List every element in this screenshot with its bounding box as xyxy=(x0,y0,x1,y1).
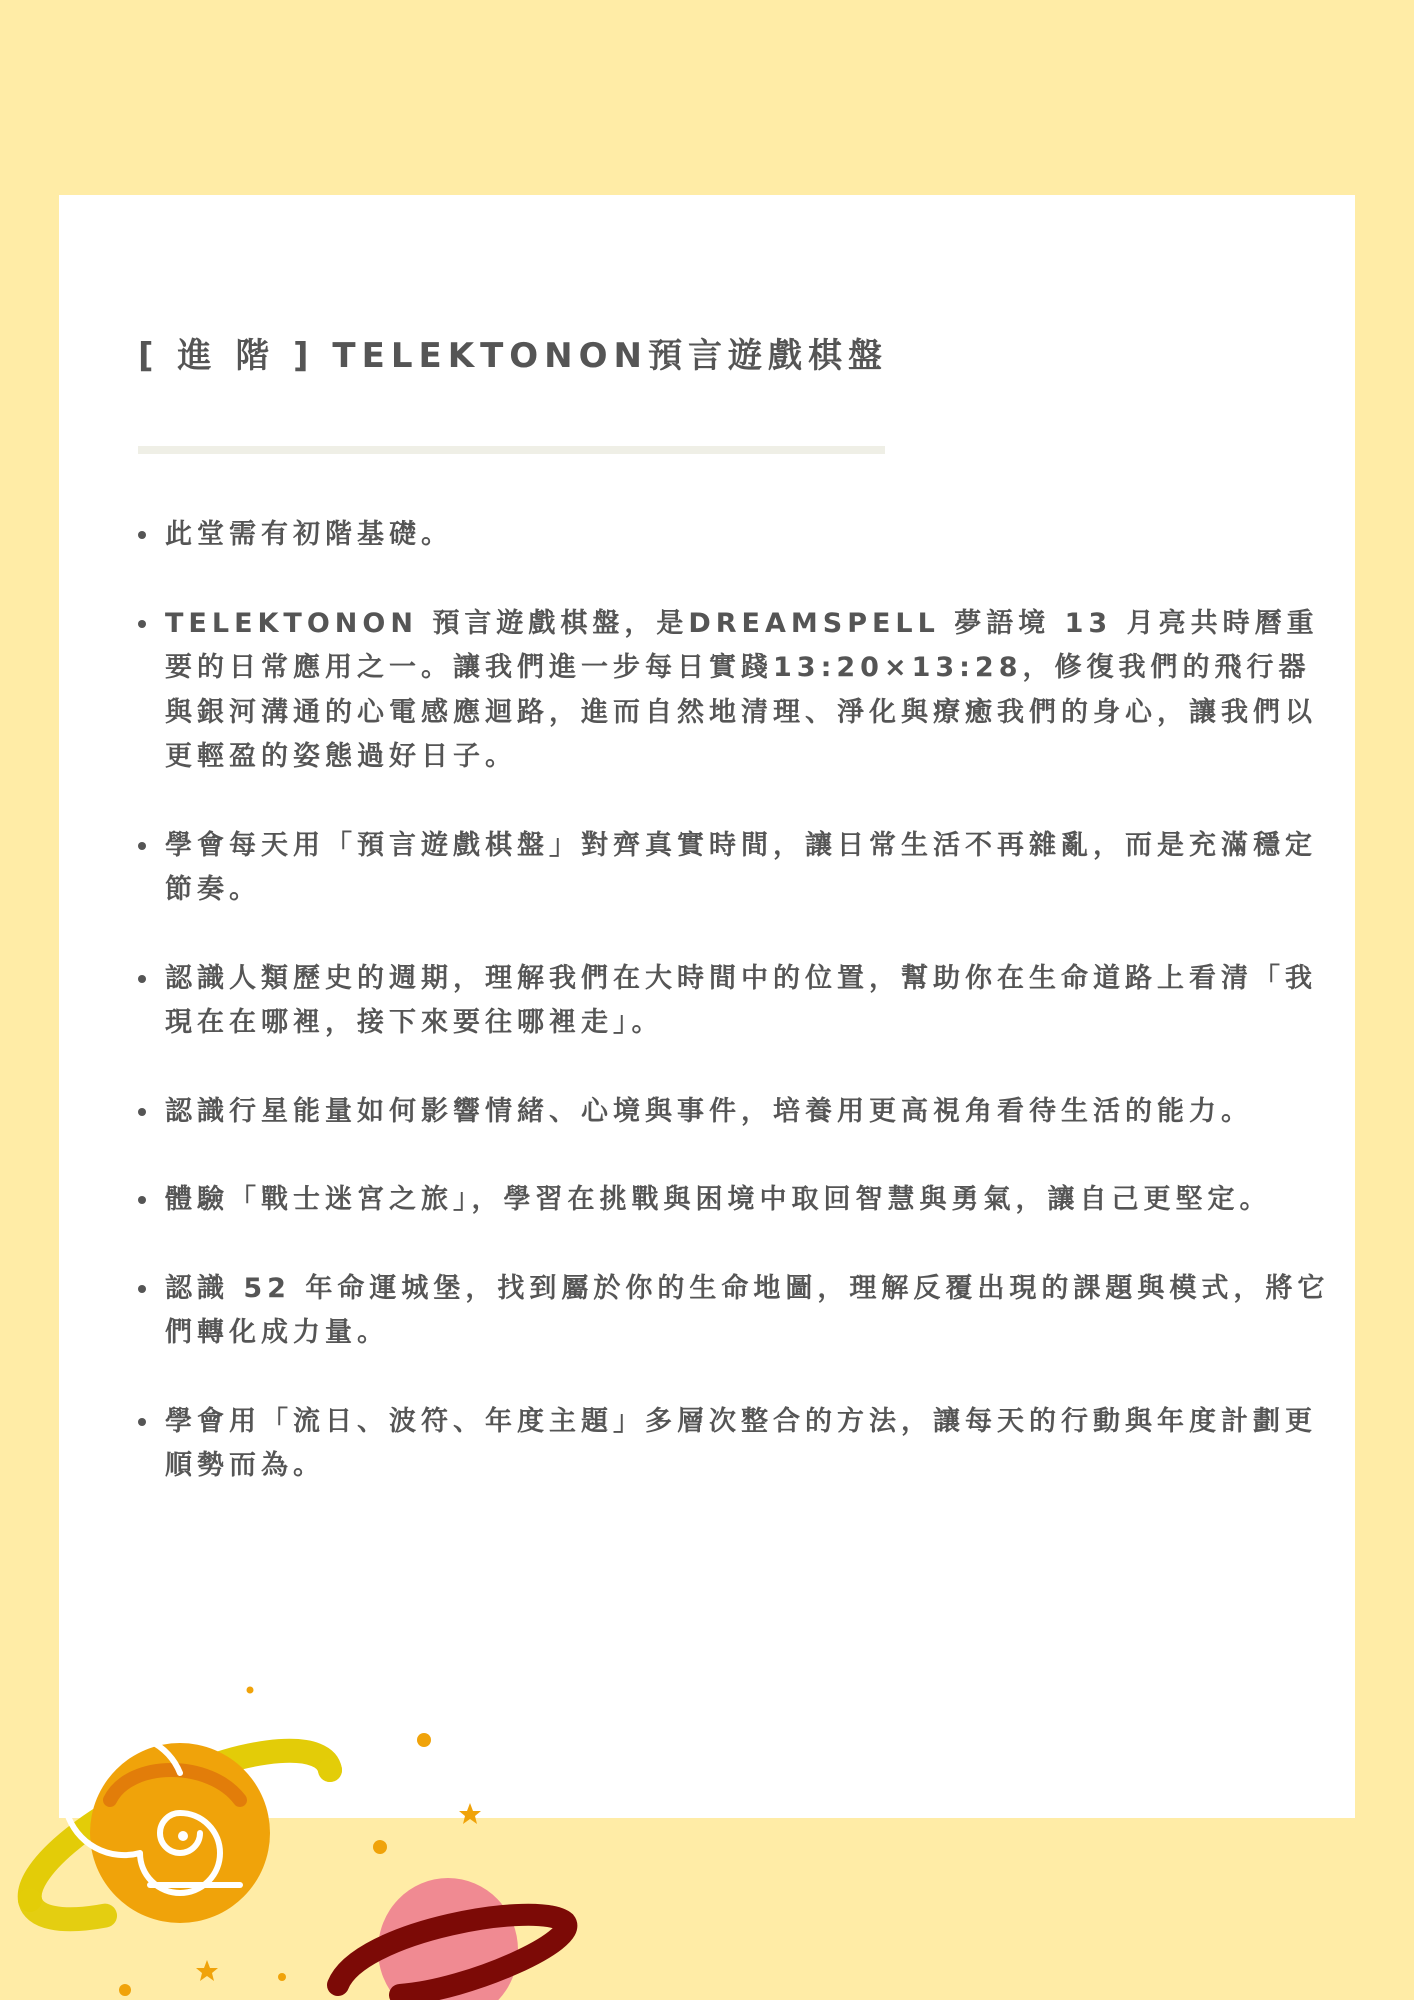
pink-ringed-planet-icon xyxy=(338,1878,566,2000)
dot-icon xyxy=(247,1687,254,1694)
star-icon xyxy=(459,1803,481,1824)
orange-ringed-planet-icon xyxy=(30,1735,331,1923)
planet-decoration xyxy=(0,1660,620,2000)
title-divider xyxy=(138,446,885,454)
list-item: 學會每天用「預言遊戲棋盤」對齊真實時間，讓日常生活不再雜亂，而是充滿穩定節奏。 xyxy=(165,824,1335,913)
dot-icon xyxy=(119,1984,131,1996)
page-title: [ 進 階 ] TELEKTONON預言遊戲棋盤 xyxy=(138,336,888,376)
dot-icon xyxy=(278,1973,286,1981)
dot-icon xyxy=(417,1733,431,1747)
bullet-list xyxy=(165,513,1335,1533)
list-item: 認識人類歷史的週期，理解我們在大時間中的位置，幫助你在生命道路上看清「我現在在哪裡，接下來要往哪裡走」。 xyxy=(165,957,1335,1046)
dot-icon xyxy=(373,1840,387,1854)
list-item: 認識行星能量如何影響情緒、心境與事件，培養用更高視角看待生活的能力。 xyxy=(165,1090,1335,1135)
star-icon xyxy=(196,1960,218,1981)
list-item: 認識 52 年命運城堡，找到屬於你的生命地圖，理解反覆出現的課題與模式，將它們轉化成力量。 xyxy=(165,1267,1335,1356)
list-item: 此堂需有初階基礎。 xyxy=(165,513,1335,558)
content-card xyxy=(59,195,1355,1818)
list-item: TELEKTONON 預言遊戲棋盤，是DREAMSPELL 夢語境 13 月亮共時曆重要的日常應用之一。讓我們進一步每日實踐13:20×13:28，修復我們的飛行器與銀河溝通的心電感應迴路，進而自然地清理、淨化與療癒我們的身心，讓我們以更輕盈的姿態過好日子。 xyxy=(165,602,1335,780)
list-item: 體驗「戰士迷宮之旅」，學習在挑戰與困境中取回智慧與勇氣，讓自己更堅定。 xyxy=(165,1178,1335,1223)
list-item: 學會用「流日、波符、年度主題」多層次整合的方法，讓每天的行動與年度計劃更順勢而為。 xyxy=(165,1400,1335,1489)
